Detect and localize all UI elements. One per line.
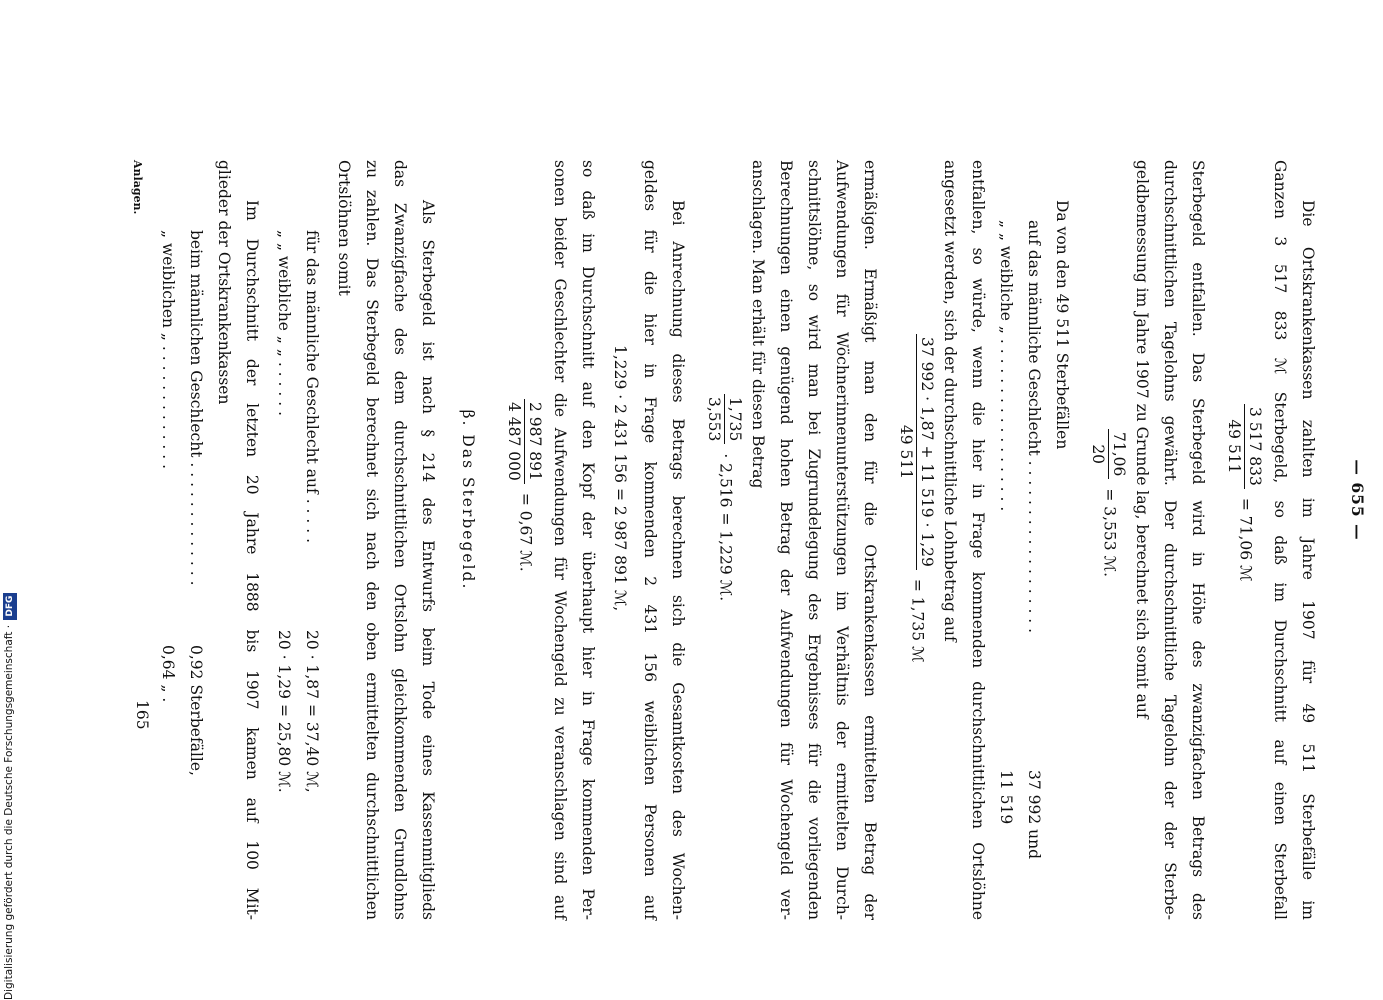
text-line: angesetzt werden, sich der durchschnittliche Lohnbetrag auf xyxy=(941,160,959,642)
equation-result: = 71,06 ℳ xyxy=(1236,497,1255,582)
text-line: das Zwanzigfache des dem durchschnittlichen Ortslohn gleichkommenden Grundlohns xyxy=(391,160,409,920)
text-line: Sterbegeld entfallen. Das Sterbegeld wird in Höhe des zwanzigfachen Betrags des xyxy=(1189,160,1207,920)
text-value: 20 · 1,87 = 37,40 ℳ, xyxy=(303,630,321,793)
text-line: Ganzen 3 517 833 ℳ Sterbegeld, so daß im Durchschnitt auf einen Sterbefall xyxy=(1271,160,1289,920)
fraction-numerator: 71,06 xyxy=(1108,429,1129,479)
text-line: durchschnittlichen Tagelohns gewährt. Der durchschnittliche Tagelohn der der Sterbe- xyxy=(1161,160,1179,920)
text-line: Berechnungen einen genügend hohen Betrag der Aufwendungen für Wochengeld ver- xyxy=(777,160,795,920)
text-line: „ weiblichen „ . . . . . . . . . . . . . xyxy=(159,230,177,470)
text-line: glieder der Ortskrankenkassen xyxy=(215,160,233,405)
fraction-denominator: 20 xyxy=(1089,444,1107,465)
text-line: beim männlichen Geschlecht . . . . . . . . . . . . . xyxy=(187,230,205,586)
equation-total-cost: 1,229 · 2 431 156 = 2 987 891 ℳ, xyxy=(611,345,629,612)
text-line: „ „ weibliche „ „ . . . . . . xyxy=(275,230,293,417)
text-line: geldes für die hier in Frage kommenden 2 431 156 weiblichen Personen auf xyxy=(641,160,659,920)
fraction-denominator: 4 487 000 xyxy=(505,402,523,481)
text-line: zu zahlen. Das Sterbegeld berechnet sich nach den oben ermittelten durchschnittlichen xyxy=(363,160,381,920)
text-line: Ortslöhnen somit xyxy=(335,160,353,296)
text-line: „ „ weibliche „ . . . . . . . . . . . . . . . . . . xyxy=(997,220,1015,512)
fraction-denominator: 49 511 xyxy=(897,424,915,480)
text-value: 0,92 Sterbefälle, xyxy=(187,645,205,776)
text-line: Als Sterbegeld ist nach § 214 des Entwurfs beim Tode eines Kassenmitglieds xyxy=(419,200,437,920)
text-line: Im Durchschnitt der letzten 20 Jahre 1888 bis 1907 kamen auf 100 Mit- xyxy=(243,200,261,920)
text-line: für das männliche Geschlecht auf . . . . . xyxy=(303,230,321,544)
equation-daily-wage xyxy=(1088,425,1129,577)
equation-result: = 0,67 ℳ. xyxy=(516,492,535,572)
equation-per-capita xyxy=(504,395,545,572)
page-number: — 655 — xyxy=(1348,459,1367,541)
text-line: sonen beider Geschlechter die Aufwendungen für Wochengeld zu veranschlagen sind auf xyxy=(551,160,569,920)
fraction-denominator: 49 511 xyxy=(1225,419,1243,474)
text-line: schnittslöhne, so wird man bei Zugrundelegung des Ergebnisses für die vorliegenden xyxy=(805,160,823,920)
text-line: Die Ortskrankenkassen zahlten im Jahre 1907 für 49 511 Sterbefälle im xyxy=(1299,200,1317,920)
text-line: entfallen, so würde, wenn die hier in Frage kommenden durchschnittlichen Ortslöhne xyxy=(969,160,987,920)
text-value: 11 519 xyxy=(997,770,1015,825)
text-line: so daß im Durchschnitt auf den Kopf der überhaupt hier in Frage kommenden Per- xyxy=(579,160,597,920)
text-value: 0,64 „ . xyxy=(159,645,177,703)
equation-result: = 1,735 ℳ xyxy=(908,578,927,663)
fraction-numerator: 1,735 xyxy=(724,394,745,444)
equation-average-wage xyxy=(896,330,937,663)
dfg-logo: DFG xyxy=(3,593,17,620)
fraction-numerator: 37 992 · 1,87 + 11 519 · 1,29 xyxy=(916,334,937,570)
fraction-numerator: 2 987 891 xyxy=(524,399,545,484)
section-heading: β. Das Sterbegeld. xyxy=(459,409,477,591)
equation-average-death-benefit xyxy=(1224,400,1265,582)
text-line: auf das männliche Geschlecht . . . . . . . . . . . . . . . . . . xyxy=(1025,220,1043,634)
equation-result: = 3,553 ℳ. xyxy=(1100,488,1119,578)
text-line: ermäßigen. Ermäßigt man den für die Ortskrankenkassen ermittelten Betrag der xyxy=(861,160,879,920)
text-line: geldbemessung im Jahre 1907 zu Grunde lag, berechnet sich somit auf xyxy=(1133,160,1151,719)
footer-right: 165 xyxy=(133,700,151,730)
footer-left: Anlagen. xyxy=(131,160,144,215)
text-value: 20 · 1,29 = 25,80 ℳ. xyxy=(275,630,293,793)
equation-result: · 2,516 = 1,229 ℳ. xyxy=(716,453,735,602)
text-line: Aufwendungen für Wöchnerinnenunterstützungen im Verhältnis der ermittelten Durch- xyxy=(833,160,851,920)
digitization-credit-text: Digitalisierung gefördert durch die Deutsche Forschungsgemeinschaft · xyxy=(3,624,15,1000)
fraction-numerator: 3 517 833 xyxy=(1244,404,1265,489)
text-line: anschlagen. Man erhält für diesen Betrag xyxy=(749,160,767,489)
text-line: Bei Anrechnung dieses Betrags berechnen sich die Gesamtkosten des Wochen- xyxy=(669,200,687,920)
text-value: 37 992 und xyxy=(1025,770,1043,860)
text-line: Da von den 49 511 Sterbefällen xyxy=(1053,200,1071,450)
equation-maternity-amount xyxy=(704,390,745,601)
fraction-denominator: 3,553 xyxy=(705,397,723,442)
